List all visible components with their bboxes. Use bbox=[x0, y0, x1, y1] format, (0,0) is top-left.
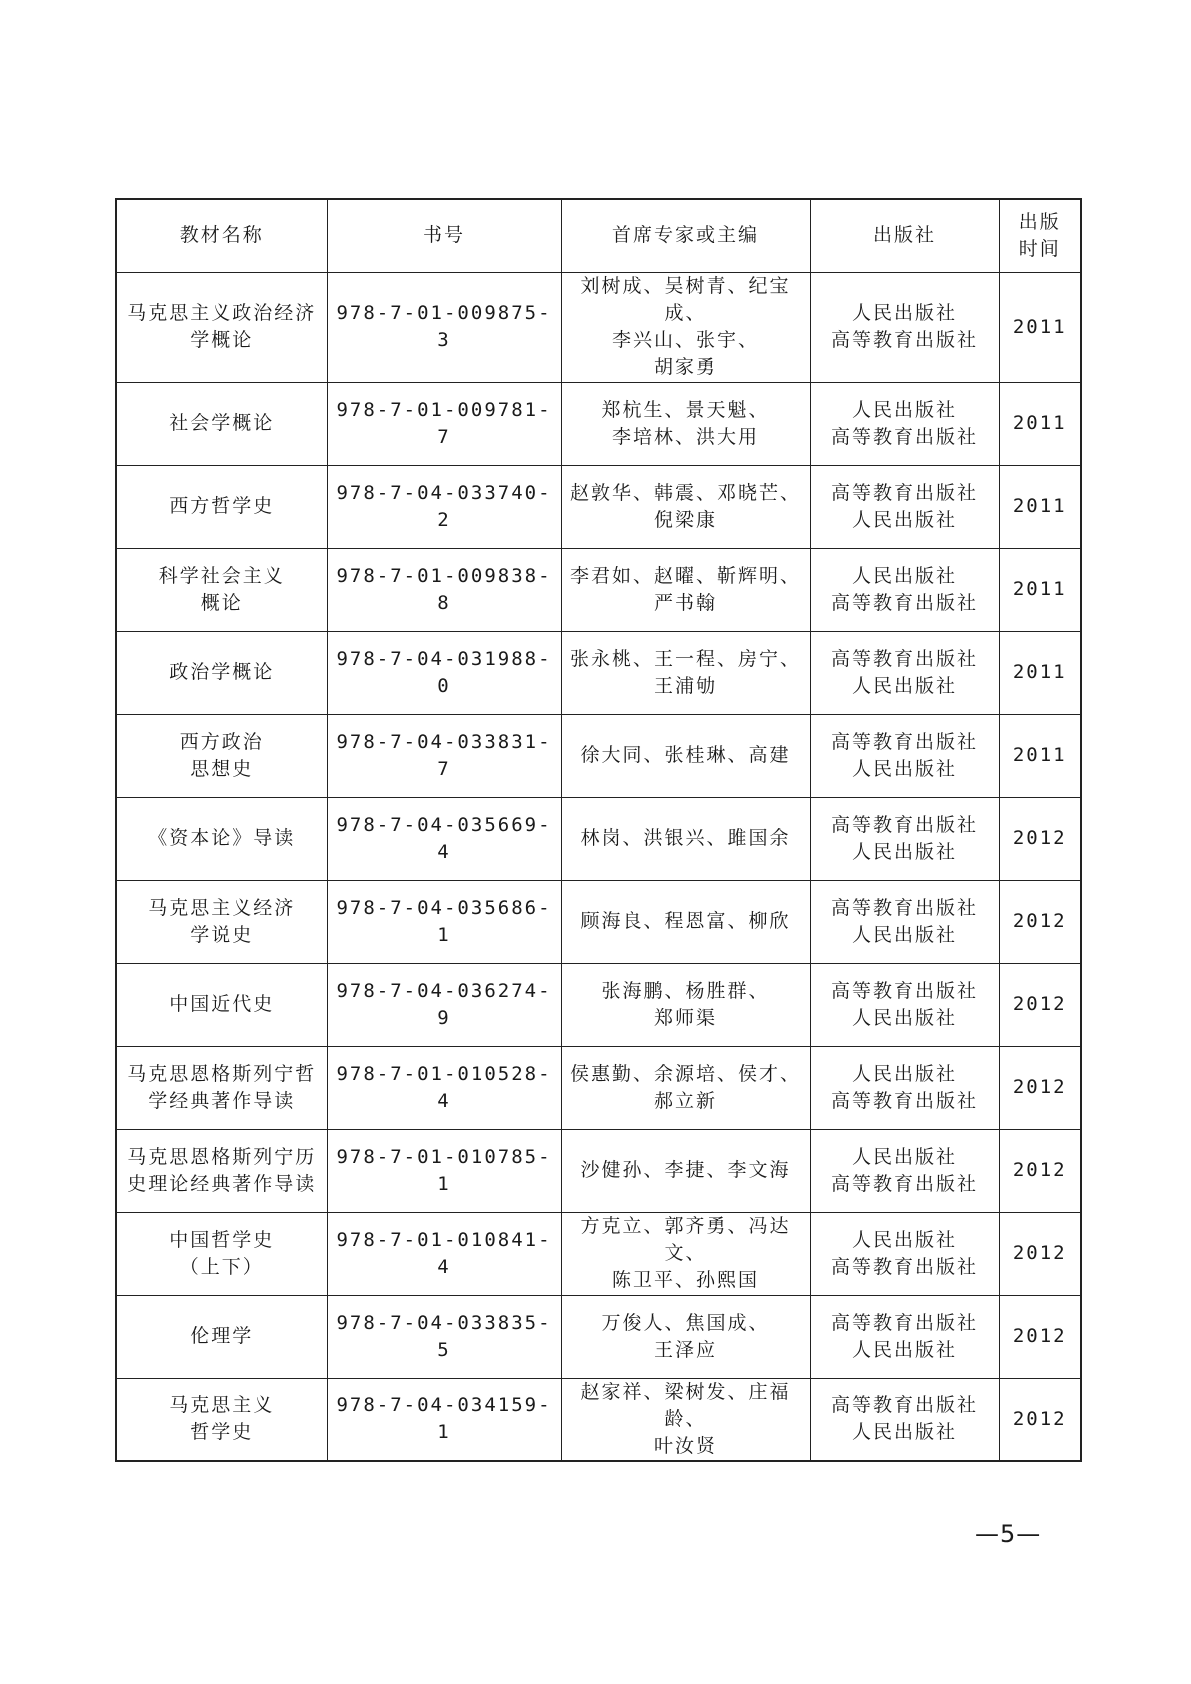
cell-isbn: 978-7-04-033740-2 bbox=[327, 465, 561, 548]
cell-publish-year: 2012 bbox=[999, 1378, 1081, 1461]
cell-publish-year: 2011 bbox=[999, 272, 1081, 382]
cell-textbook-name-line: 学说史 bbox=[190, 923, 254, 946]
cell-isbn: 978-7-01-009838-8 bbox=[327, 548, 561, 631]
cell-textbook-name-line: 西方政治 bbox=[179, 730, 264, 753]
cell-chief-editor-line: 李兴山、张宇、 bbox=[611, 329, 759, 351]
cell-publish-year: 2012 bbox=[999, 1295, 1081, 1378]
cell-isbn: 978-7-01-010528-4 bbox=[327, 1046, 561, 1129]
cell-publisher-line: 高等教育出版社 bbox=[830, 979, 978, 1002]
cell-textbook-name bbox=[116, 880, 327, 963]
cell-publisher-line: 人民出版社 bbox=[851, 564, 957, 587]
table-row bbox=[116, 963, 1081, 1046]
cell-textbook-name-line: 马克思主义 bbox=[169, 1394, 275, 1417]
table-row bbox=[116, 1046, 1081, 1129]
cell-isbn: 978-7-04-033831-7 bbox=[327, 714, 561, 797]
cell-publisher bbox=[810, 1212, 999, 1295]
cell-publisher bbox=[810, 963, 999, 1046]
cell-isbn: 978-7-01-009875-3 bbox=[327, 272, 561, 382]
header-row bbox=[116, 199, 1081, 272]
cell-publish-year: 2012 bbox=[999, 963, 1081, 1046]
cell-textbook-name bbox=[116, 1295, 327, 1378]
cell-textbook-name bbox=[116, 465, 327, 548]
cell-chief-editor bbox=[561, 382, 810, 465]
cell-textbook-name bbox=[116, 963, 327, 1046]
cell-textbook-name-line: 思想史 bbox=[190, 757, 254, 780]
cell-publisher-line: 高等教育出版社 bbox=[830, 1172, 978, 1195]
cell-publisher-line: 高等教育出版社 bbox=[830, 1394, 978, 1417]
cell-publisher-line: 人民出版社 bbox=[851, 508, 957, 531]
cell-chief-editor-line: 王浦劬 bbox=[653, 674, 717, 697]
cell-isbn: 978-7-01-010841-4 bbox=[327, 1212, 561, 1295]
cell-textbook-name bbox=[116, 382, 327, 465]
cell-textbook-name-line: 学经典著作导读 bbox=[148, 1089, 296, 1112]
cell-publisher-line: 人民出版社 bbox=[851, 398, 957, 421]
cell-chief-editor-line: 顾海良、程恩富、柳欣 bbox=[580, 910, 791, 932]
cell-publish-year: 2011 bbox=[999, 548, 1081, 631]
cell-isbn: 978-7-01-009781-7 bbox=[327, 382, 561, 465]
cell-chief-editor-line: 严书翰 bbox=[653, 591, 717, 614]
cell-publish-year: 2011 bbox=[999, 465, 1081, 548]
cell-chief-editor-line: 万俊人、焦国成、 bbox=[601, 1311, 770, 1334]
cell-publisher-line: 人民出版社 bbox=[851, 923, 957, 946]
cell-publisher-line: 高等教育出版社 bbox=[830, 425, 978, 448]
cell-publisher bbox=[810, 880, 999, 963]
cell-isbn: 978-7-04-035686-1 bbox=[327, 880, 561, 963]
cell-isbn: 978-7-04-036274-9 bbox=[327, 963, 561, 1046]
cell-chief-editor-line: 张永桃、王一程、房宁、 bbox=[569, 647, 801, 670]
table-row bbox=[116, 382, 1081, 465]
cell-isbn: 978-7-04-035669-4 bbox=[327, 797, 561, 880]
table-row bbox=[116, 1295, 1081, 1378]
cell-publisher-line: 高等教育出版社 bbox=[830, 1255, 978, 1278]
table-row bbox=[116, 714, 1081, 797]
cell-chief-editor-line: 林岗、洪银兴、雎国余 bbox=[580, 827, 791, 849]
cell-textbook-name bbox=[116, 1129, 327, 1212]
cell-publish-year: 2012 bbox=[999, 1129, 1081, 1212]
cell-publisher-line: 人民出版社 bbox=[851, 1006, 957, 1029]
header-chief-editor: 首席专家或主编 bbox=[561, 199, 810, 272]
cell-textbook-name-line: 概论 bbox=[200, 591, 243, 614]
cell-textbook-name-line: 中国近代史 bbox=[169, 993, 275, 1015]
cell-publish-year: 2011 bbox=[999, 382, 1081, 465]
cell-chief-editor-line: 刘树成、吴树青、纪宝成、 bbox=[580, 275, 791, 324]
cell-textbook-name-line: 政治学概论 bbox=[169, 661, 275, 683]
cell-publisher-line: 人民出版社 bbox=[851, 840, 957, 863]
cell-publisher-line: 高等教育出版社 bbox=[830, 591, 978, 614]
cell-publisher bbox=[810, 272, 999, 382]
cell-publisher-line: 高等教育出版社 bbox=[830, 896, 978, 919]
cell-isbn: 978-7-04-033835-5 bbox=[327, 1295, 561, 1378]
cell-isbn: 978-7-04-034159-1 bbox=[327, 1378, 561, 1461]
cell-chief-editor bbox=[561, 963, 810, 1046]
table-row bbox=[116, 1129, 1081, 1212]
cell-chief-editor bbox=[561, 631, 810, 714]
cell-publish-year: 2012 bbox=[999, 1212, 1081, 1295]
table-row bbox=[116, 631, 1081, 714]
cell-publisher bbox=[810, 1378, 999, 1461]
cell-publisher bbox=[810, 631, 999, 714]
cell-textbook-name-line: 史理论经典著作导读 bbox=[127, 1172, 317, 1195]
cell-publish-year: 2012 bbox=[999, 1046, 1081, 1129]
cell-publish-year: 2011 bbox=[999, 631, 1081, 714]
cell-chief-editor-line: 张海鹏、杨胜群、 bbox=[601, 979, 770, 1002]
cell-publisher-line: 人民出版社 bbox=[851, 1421, 957, 1444]
cell-publisher-line: 高等教育出版社 bbox=[830, 329, 978, 351]
cell-chief-editor-line: 徐大同、张桂琳、高建 bbox=[580, 744, 791, 766]
header-year-line: 时间 bbox=[1018, 237, 1061, 260]
cell-publisher-line: 人民出版社 bbox=[851, 1228, 957, 1251]
cell-chief-editor-line: 沙健孙、李捷、李文海 bbox=[580, 1159, 791, 1181]
cell-chief-editor bbox=[561, 548, 810, 631]
cell-chief-editor-line: 陈卫平、孙熙国 bbox=[611, 1269, 759, 1291]
cell-textbook-name-line: 哲学史 bbox=[190, 1421, 254, 1444]
cell-chief-editor bbox=[561, 1129, 810, 1212]
cell-chief-editor bbox=[561, 1046, 810, 1129]
cell-textbook-name-line: 伦理学 bbox=[190, 1325, 254, 1347]
cell-textbook-name-line: （上下） bbox=[179, 1255, 264, 1278]
page-number: —5— bbox=[975, 1520, 1042, 1548]
cell-textbook-name bbox=[116, 272, 327, 382]
table-row bbox=[116, 1212, 1081, 1295]
cell-publisher-line: 人民出版社 bbox=[851, 757, 957, 780]
cell-textbook-name bbox=[116, 797, 327, 880]
cell-textbook-name-line: 社会学概论 bbox=[169, 412, 275, 434]
cell-chief-editor-line: 李培林、洪大用 bbox=[611, 425, 759, 448]
cell-textbook-name-line: 科学社会主义 bbox=[158, 564, 285, 587]
cell-publisher-line: 高等教育出版社 bbox=[830, 1311, 978, 1334]
cell-textbook-name-line: 西方哲学史 bbox=[169, 495, 275, 517]
table-row bbox=[116, 272, 1081, 382]
cell-textbook-name-line: 马克思恩格斯列宁历 bbox=[127, 1145, 317, 1168]
cell-textbook-name-line: 学概论 bbox=[190, 329, 254, 351]
cell-isbn: 978-7-01-010785-1 bbox=[327, 1129, 561, 1212]
header-year-line: 出版 bbox=[1018, 210, 1061, 233]
cell-chief-editor-line: 郑师渠 bbox=[653, 1006, 717, 1029]
cell-chief-editor bbox=[561, 1212, 810, 1295]
cell-textbook-name bbox=[116, 1046, 327, 1129]
cell-chief-editor-line: 方克立、郭齐勇、冯达文、 bbox=[580, 1215, 791, 1264]
header-textbook-name: 教材名称 bbox=[116, 199, 327, 272]
cell-textbook-name-line: 中国哲学史 bbox=[169, 1228, 275, 1251]
cell-chief-editor-line: 胡家勇 bbox=[653, 356, 717, 378]
cell-chief-editor bbox=[561, 797, 810, 880]
cell-textbook-name bbox=[116, 1378, 327, 1461]
cell-chief-editor-line: 倪梁康 bbox=[653, 508, 717, 531]
cell-publisher bbox=[810, 714, 999, 797]
cell-publisher-line: 高等教育出版社 bbox=[830, 1089, 978, 1112]
cell-publisher-line: 高等教育出版社 bbox=[830, 647, 978, 670]
cell-chief-editor-line: 叶汝贤 bbox=[653, 1434, 717, 1457]
cell-publish-year: 2011 bbox=[999, 714, 1081, 797]
cell-isbn: 978-7-04-031988-0 bbox=[327, 631, 561, 714]
cell-chief-editor-line: 赵敦华、韩震、邓晓芒、 bbox=[569, 481, 801, 504]
cell-chief-editor-line: 郑杭生、景天魁、 bbox=[601, 398, 770, 421]
cell-chief-editor bbox=[561, 714, 810, 797]
cell-publisher bbox=[810, 382, 999, 465]
cell-publisher bbox=[810, 465, 999, 548]
cell-publish-year: 2012 bbox=[999, 880, 1081, 963]
cell-textbook-name-line: 马克思主义政治经济 bbox=[127, 302, 317, 324]
cell-textbook-name bbox=[116, 548, 327, 631]
cell-chief-editor bbox=[561, 465, 810, 548]
cell-publisher-line: 高等教育出版社 bbox=[830, 481, 978, 504]
cell-chief-editor bbox=[561, 880, 810, 963]
cell-chief-editor-line: 李君如、赵曜、靳辉明、 bbox=[569, 564, 801, 587]
table-row bbox=[116, 880, 1081, 963]
cell-chief-editor-line: 郝立新 bbox=[653, 1089, 717, 1112]
header-publish-year bbox=[999, 199, 1081, 272]
table-header bbox=[116, 199, 1081, 272]
cell-publisher-line: 人民出版社 bbox=[851, 302, 957, 324]
cell-publisher-line: 人民出版社 bbox=[851, 674, 957, 697]
cell-chief-editor bbox=[561, 272, 810, 382]
table-row bbox=[116, 465, 1081, 548]
header-publisher: 出版社 bbox=[810, 199, 999, 272]
table-row bbox=[116, 797, 1081, 880]
cell-publisher-line: 高等教育出版社 bbox=[830, 813, 978, 836]
cell-chief-editor-line: 王泽应 bbox=[653, 1338, 717, 1361]
cell-textbook-name-line: 马克思主义经济 bbox=[148, 896, 296, 919]
cell-publish-year: 2012 bbox=[999, 797, 1081, 880]
cell-publisher-line: 人民出版社 bbox=[851, 1062, 957, 1085]
textbook-table bbox=[115, 198, 1082, 1462]
cell-textbook-name-line: 马克思恩格斯列宁哲 bbox=[127, 1062, 317, 1085]
header-isbn: 书号 bbox=[327, 199, 561, 272]
cell-publisher bbox=[810, 1046, 999, 1129]
cell-textbook-name bbox=[116, 1212, 327, 1295]
cell-textbook-name bbox=[116, 714, 327, 797]
table-row bbox=[116, 1378, 1081, 1461]
cell-publisher bbox=[810, 1129, 999, 1212]
table-row bbox=[116, 548, 1081, 631]
cell-textbook-name-line: 《资本论》导读 bbox=[148, 827, 296, 849]
cell-chief-editor-line: 赵家祥、梁树发、庄福龄、 bbox=[580, 1380, 791, 1430]
cell-chief-editor bbox=[561, 1378, 810, 1461]
cell-publisher-line: 人民出版社 bbox=[851, 1145, 957, 1168]
cell-publisher-line: 人民出版社 bbox=[851, 1338, 957, 1361]
cell-textbook-name bbox=[116, 631, 327, 714]
cell-publisher bbox=[810, 797, 999, 880]
table-body bbox=[116, 272, 1081, 1461]
cell-publisher bbox=[810, 1295, 999, 1378]
cell-chief-editor-line: 侯惠勤、余源培、侯才、 bbox=[569, 1062, 801, 1085]
cell-publisher bbox=[810, 548, 999, 631]
cell-publisher-line: 高等教育出版社 bbox=[830, 730, 978, 753]
cell-chief-editor bbox=[561, 1295, 810, 1378]
